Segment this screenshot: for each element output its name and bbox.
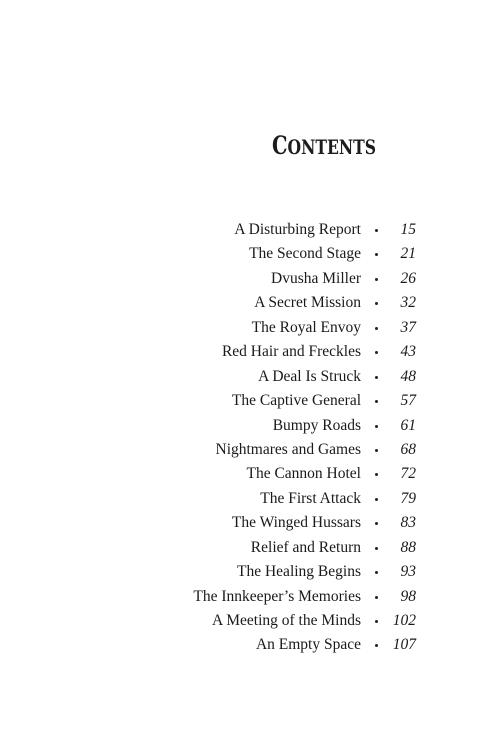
page-number: 72	[400, 465, 416, 483]
page-number: 88	[400, 538, 416, 556]
toc-entry[interactable]	[0, 560, 500, 584]
chapter-title: Nightmares and Games	[215, 440, 361, 458]
page-number: 57	[400, 392, 416, 410]
page-number: 15	[400, 221, 416, 238]
page-number: 93	[400, 563, 416, 581]
toc-entry[interactable]	[0, 585, 500, 609]
heading-rest: ONTENTS	[287, 135, 377, 159]
toc-entry[interactable]	[0, 511, 500, 535]
separator-dot	[375, 522, 378, 525]
separator-dot	[375, 473, 378, 476]
separator-dot	[375, 498, 378, 501]
page-number: 98	[400, 587, 416, 605]
separator-dot	[375, 644, 378, 647]
toc-entry[interactable]	[0, 218, 500, 242]
chapter-title: The Winged Hussars	[231, 514, 361, 532]
toc-entry[interactable]	[0, 414, 500, 438]
chapter-title: The Second Stage	[249, 245, 361, 263]
separator-dot	[375, 302, 378, 305]
toc-entry[interactable]	[0, 340, 500, 364]
separator-dot	[375, 620, 378, 623]
separator-dot	[375, 547, 378, 550]
separator-dot	[375, 327, 378, 330]
page-number: 68	[400, 440, 416, 458]
chapter-title: The Cannon Hotel	[246, 465, 361, 483]
page-number: 48	[400, 367, 416, 385]
separator-dot	[375, 400, 378, 403]
chapter-title: A Meeting of the Minds	[212, 612, 361, 629]
chapter-title: A Deal Is Struck	[258, 367, 361, 385]
toc-entry[interactable]	[0, 316, 500, 340]
separator-dot	[375, 596, 378, 599]
chapter-title: Red Hair and Freckles	[221, 343, 361, 361]
chapter-title: Bumpy Roads	[272, 416, 361, 434]
chapter-title: The Innkeeper’s Memories	[193, 587, 361, 605]
toc-entry[interactable]	[0, 487, 500, 511]
chapter-title: The Royal Envoy	[251, 318, 361, 336]
separator-dot	[375, 278, 378, 281]
separator-dot	[375, 425, 378, 428]
toc-entry[interactable]	[0, 365, 500, 389]
chapter-title: A Secret Mission	[254, 294, 361, 312]
separator-dot	[375, 571, 378, 574]
toc-entry[interactable]	[0, 242, 500, 266]
separator-dot	[375, 449, 378, 452]
separator-dot	[375, 376, 378, 379]
chapter-title: The Healing Begins	[237, 563, 361, 581]
page-number: 107	[392, 636, 416, 654]
page-number: 43	[400, 343, 416, 361]
page-number: 21	[400, 245, 416, 263]
page-number: 26	[400, 269, 416, 287]
heading-initial: C	[272, 131, 288, 160]
toc-entry[interactable]	[0, 438, 500, 462]
page-number: 37	[400, 318, 416, 336]
toc-entry[interactable]	[0, 462, 500, 486]
page-number: 102	[392, 612, 416, 629]
page-number: 79	[400, 489, 416, 507]
toc-entry[interactable]	[0, 389, 500, 413]
page-number: 83	[400, 514, 416, 532]
toc-entry[interactable]	[0, 536, 500, 560]
chapter-title: A Disturbing Report	[234, 221, 361, 238]
chapter-title: Relief and Return	[250, 538, 361, 556]
chapter-title: The Captive General	[231, 392, 361, 410]
chapter-title: Dvusha Miller	[271, 269, 361, 287]
separator-dot	[375, 351, 378, 354]
toc-entry[interactable]	[0, 633, 500, 657]
toc-entry[interactable]	[0, 291, 500, 315]
chapter-title: The First Attack	[260, 489, 361, 507]
page-number: 32	[400, 294, 416, 312]
toc-entry[interactable]	[0, 609, 500, 633]
contents-heading	[272, 128, 377, 164]
toc-list	[0, 218, 500, 658]
chapter-title: An Empty Space	[255, 636, 361, 654]
separator-dot	[375, 253, 378, 256]
separator-dot	[375, 229, 378, 232]
page-number: 61	[400, 416, 416, 434]
toc-entry[interactable]	[0, 267, 500, 291]
